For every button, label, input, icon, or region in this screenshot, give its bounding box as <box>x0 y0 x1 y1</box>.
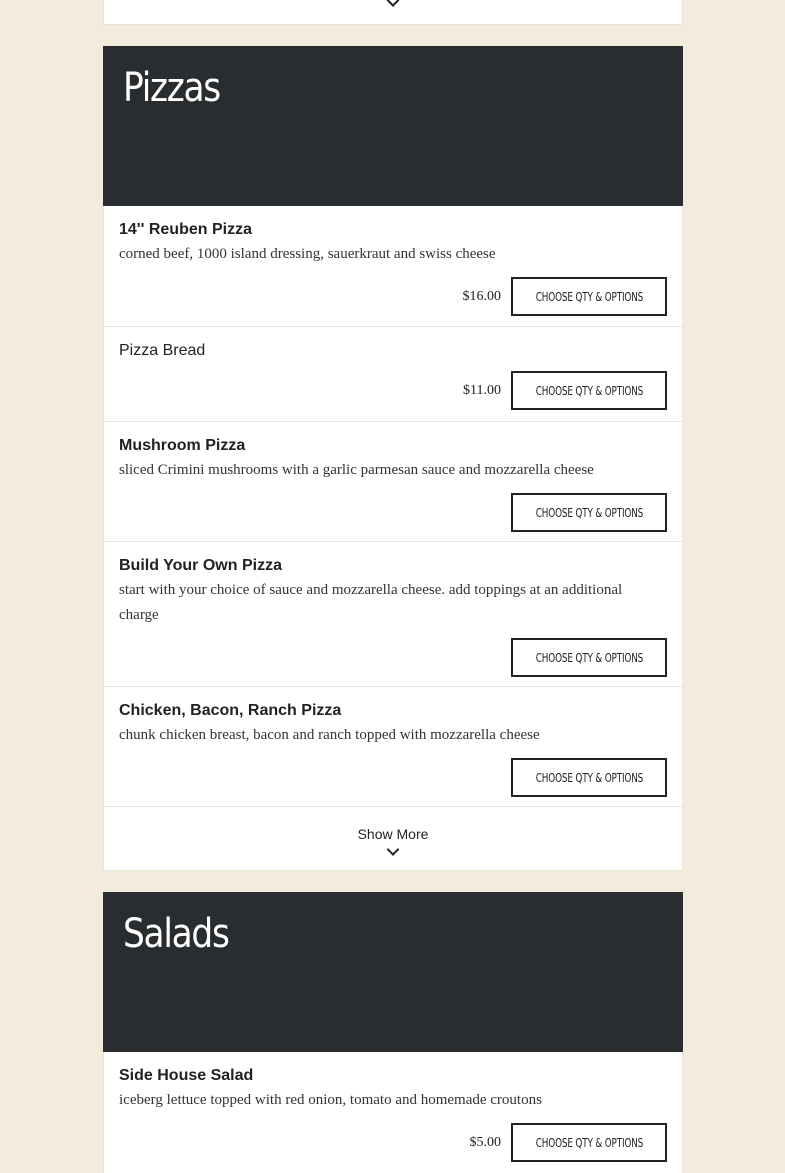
item-name: Mushroom Pizza <box>119 437 246 454</box>
previous-section-card <box>103 0 683 25</box>
item-actions <box>119 758 667 797</box>
show-more-button[interactable] <box>104 807 682 871</box>
item-description: sliced Crimini mushrooms with a garlic parmesan sauce and mozzarella cheese <box>119 462 594 478</box>
menu-item-build-your-own-pizza <box>104 542 682 687</box>
menu-item-chicken-bacon-ranch-pizza <box>104 687 682 807</box>
pizzas-item-list <box>103 206 683 871</box>
item-name: Chicken, Bacon, Ranch Pizza <box>119 702 342 719</box>
menu-item-side-house-salad <box>104 1052 682 1173</box>
chevron-down-icon[interactable] <box>387 0 400 7</box>
pizzas-header <box>103 46 683 206</box>
salads-section <box>103 892 683 1173</box>
item-description: start with your choice of sauce and mozzarella cheese. add toppings at an additional charge <box>119 582 623 623</box>
item-price: $16.00 <box>462 288 501 304</box>
choose-qty-options-button[interactable]: CHOOSE QTY & OPTIONS <box>511 1123 667 1162</box>
show-more-label: Show More <box>357 826 429 842</box>
item-description: chunk chicken breast, bacon and ranch topped with mozzarella cheese <box>119 727 540 743</box>
menu-item-mushroom-pizza <box>104 422 682 542</box>
item-name: Build Your Own Pizza <box>119 557 282 574</box>
section-title: Pizzas <box>123 65 220 111</box>
item-name: 14'' Reuben Pizza <box>119 221 252 238</box>
chevron-down-icon <box>387 843 400 856</box>
item-price: $5.00 <box>469 1134 501 1150</box>
choose-qty-options-button[interactable]: CHOOSE QTY & OPTIONS <box>511 277 667 316</box>
item-actions <box>119 638 667 677</box>
pizzas-section <box>103 46 683 871</box>
salads-item-list <box>103 1052 683 1173</box>
choose-qty-options-button[interactable]: CHOOSE QTY & OPTIONS <box>511 371 667 410</box>
item-description: corned beef, 1000 island dressing, sauerkraut and swiss cheese <box>119 246 496 262</box>
item-name: Pizza Bread <box>119 342 206 359</box>
item-actions <box>119 371 667 410</box>
section-title: Salads <box>123 911 229 957</box>
choose-qty-options-button[interactable]: CHOOSE QTY & OPTIONS <box>511 758 667 797</box>
item-actions <box>119 493 667 532</box>
salads-header <box>103 892 683 1052</box>
item-actions <box>119 277 667 316</box>
item-name: Side House Salad <box>119 1067 254 1084</box>
choose-qty-options-button[interactable]: CHOOSE QTY & OPTIONS <box>511 493 667 532</box>
item-price: $11.00 <box>463 382 501 398</box>
menu-item-reuben-pizza <box>104 206 682 327</box>
menu-item-pizza-bread <box>104 327 682 422</box>
item-description: iceberg lettuce topped with red onion, tomato and homemade croutons <box>119 1092 542 1108</box>
choose-qty-options-button[interactable]: CHOOSE QTY & OPTIONS <box>511 638 667 677</box>
item-actions <box>119 1123 667 1162</box>
